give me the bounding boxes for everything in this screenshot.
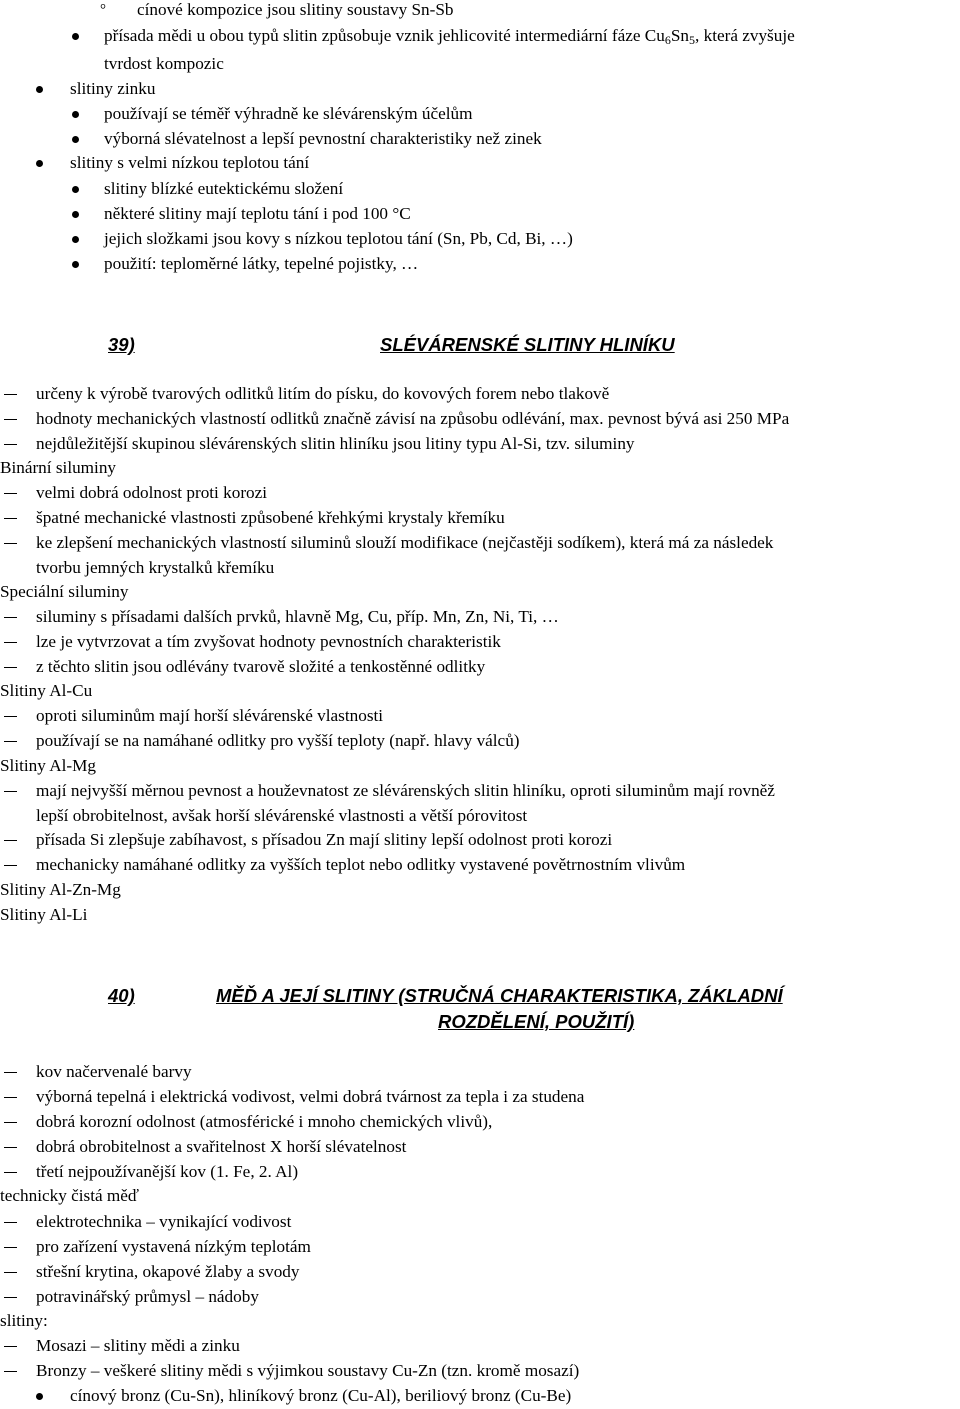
dash-bullet-icon bbox=[4, 642, 17, 643]
list-item: Bronzy – veškeré slitiny mědi s výjimkou soustavy Cu-Zn (tzn. kromě mosazí) bbox=[36, 1361, 580, 1380]
subscript: 5 bbox=[689, 33, 695, 47]
list-item: hodnoty mechanických vlastností odlitků značně závisí na způsobu odlévání, max. pevnost bývá asi 250 MPa bbox=[36, 409, 790, 428]
subheading: Binární siluminy bbox=[0, 458, 117, 477]
subheading: Slitiny Al-Mg bbox=[0, 756, 96, 775]
bullet-icon bbox=[72, 111, 79, 118]
circle-bullet-icon: ° bbox=[100, 2, 106, 18]
subscript: 6 bbox=[664, 33, 671, 47]
dash-bullet-icon bbox=[4, 667, 17, 668]
list-item: používají se na namáhané odlitky pro vyšší teploty (např. hlavy válců) bbox=[36, 731, 520, 750]
dash-bullet-icon bbox=[4, 1072, 17, 1073]
list-item-continuation: tvrdost kompozic bbox=[104, 54, 224, 73]
list-item: elektrotechnika – vynikající vodivost bbox=[36, 1212, 292, 1231]
list-item: velmi dobrá odolnost proti korozi bbox=[36, 483, 268, 502]
dash-bullet-icon bbox=[4, 493, 17, 494]
dash-bullet-icon bbox=[4, 840, 17, 841]
list-item bbox=[104, 24, 795, 53]
bullet-icon bbox=[72, 236, 79, 243]
list-item: siluminy s přísadami dalších prvků, hlavně Mg, Cu, příp. Mn, Zn, Ni, Ti, … bbox=[36, 607, 559, 626]
list-item: cínový bronz (Cu-Sn), hliníkový bronz (Cu-Al), beriliový bronz (Cu-Be) bbox=[70, 1386, 572, 1405]
dash-bullet-icon bbox=[4, 865, 17, 866]
bullet-icon bbox=[72, 136, 79, 143]
section-title: MĚĎ A JEJÍ SLITINY (STRUČNÁ CHARAKTERISTIKA, ZÁKLADNÍ bbox=[216, 985, 783, 1006]
list-item: přísada Si zlepšuje zabíhavost, s přísadou Zn mají slitiny lepší odolnost proti korozi bbox=[36, 830, 613, 849]
dash-bullet-icon bbox=[4, 1222, 17, 1223]
dash-bullet-icon bbox=[4, 419, 17, 420]
list-item: špatné mechanické vlastnosti způsobené křehkými krystaly křemíku bbox=[36, 508, 505, 527]
list-item: slitiny s velmi nízkou teplotou tání bbox=[70, 153, 310, 172]
bullet-icon bbox=[36, 160, 43, 167]
dash-bullet-icon bbox=[4, 1172, 17, 1173]
list-item: určeny k výrobě tvarových odlitků litím do písku, do kovových forem nebo tlakově bbox=[36, 384, 610, 403]
list-item: mají nejvyšší měrnou pevnost a houževnatost ze slévárenských slitin hliníku, oproti siluminům mají rovněž bbox=[36, 781, 775, 800]
list-item: mechanicky namáhané odlitky za vyšších teplot nebo odlitky vystavené povětrnostním vlivům bbox=[36, 855, 686, 874]
dash-bullet-icon bbox=[4, 1297, 17, 1298]
list-item: oproti siluminům mají horší slévárenské vlastnosti bbox=[36, 706, 384, 725]
list-item: nejdůležitější skupinou slévárenských slitin hliníku jsou litiny typu Al-Si, tzv. siluminy bbox=[36, 434, 635, 453]
dash-bullet-icon bbox=[4, 1272, 17, 1273]
list-item: slitiny blízké eutektickému složení bbox=[104, 179, 344, 198]
section-number: 40) bbox=[108, 985, 135, 1006]
list-item: jejich složkami jsou kovy s nízkou teplotou tání (Sn, Pb, Cd, Bi, …) bbox=[104, 229, 573, 248]
subheading: technicky čistá měď bbox=[0, 1186, 140, 1205]
list-item: pro zařízení vystavená nízkým teplotám bbox=[36, 1237, 311, 1256]
section-title-continuation: ROZDĚLENÍ, POUŽITÍ) bbox=[438, 1011, 635, 1032]
list-item: výborná slévatelnost a lepší pevnostní charakteristiky než zinek bbox=[104, 129, 542, 148]
list-item-text: přísada mědi u obou typů slitin způsobuje vznik jehlicovité intermediární fáze Cu bbox=[104, 26, 665, 45]
bullet-icon bbox=[72, 211, 79, 218]
list-item: používají se téměř výhradně ke slévárenským účelům bbox=[104, 104, 473, 123]
list-item: některé slitiny mají teplotu tání i pod 100 °C bbox=[104, 204, 411, 223]
list-item-continuation: tvorbu jemných krystalků křemíku bbox=[36, 558, 275, 577]
dash-bullet-icon bbox=[4, 791, 17, 792]
list-item: kov načervenalé barvy bbox=[36, 1062, 192, 1081]
list-item: třetí nejpoužívanější kov (1. Fe, 2. Al) bbox=[36, 1162, 299, 1181]
bullet-icon bbox=[36, 1393, 43, 1400]
dash-bullet-icon bbox=[4, 1346, 17, 1347]
dash-bullet-icon bbox=[4, 444, 17, 445]
list-item-text: , která zvyšuje bbox=[695, 26, 795, 45]
bullet-icon bbox=[36, 86, 43, 93]
dash-bullet-icon bbox=[4, 1122, 17, 1123]
list-item: střešní krytina, okapové žlaby a svody bbox=[36, 1262, 300, 1281]
section-title: SLÉVÁRENSKÉ SLITINY HLINÍKU bbox=[380, 334, 675, 355]
list-item: Mosazi – slitiny mědi a zinku bbox=[36, 1336, 240, 1355]
section-number: 39) bbox=[108, 334, 135, 355]
dash-bullet-icon bbox=[4, 1097, 17, 1098]
dash-bullet-icon bbox=[4, 716, 17, 717]
subheading: Slitiny Al-Li bbox=[0, 905, 88, 924]
list-item: z těchto slitin jsou odlévány tvarově složité a tenkostěnné odlitky bbox=[36, 657, 486, 676]
list-item: dobrá obrobitelnost a svařitelnost X horší slévatelnost bbox=[36, 1137, 407, 1156]
bullet-icon bbox=[72, 261, 79, 268]
list-item: lze je vytvrzovat a tím zvyšovat hodnoty pevnostních charakteristik bbox=[36, 632, 501, 651]
dash-bullet-icon bbox=[4, 741, 17, 742]
bullet-icon bbox=[72, 33, 79, 40]
dash-bullet-icon bbox=[4, 518, 17, 519]
list-item: použití: teploměrné látky, tepelné pojistky, … bbox=[104, 254, 419, 273]
list-item: potravinářský průmysl – nádoby bbox=[36, 1287, 259, 1306]
subheading: slitiny: bbox=[0, 1311, 48, 1330]
list-item: slitiny zinku bbox=[70, 79, 156, 98]
list-item: dobrá korozní odolnost (atmosférické i mnoho chemických vlivů), bbox=[36, 1112, 493, 1131]
subheading: Slitiny Al-Cu bbox=[0, 681, 93, 700]
list-item: výborná tepelná i elektrická vodivost, velmi dobrá tvárnost za tepla i za studena bbox=[36, 1087, 585, 1106]
dash-bullet-icon bbox=[4, 617, 17, 618]
dash-bullet-icon bbox=[4, 394, 17, 395]
list-item-text: Sn bbox=[670, 26, 689, 45]
list-item-continuation: lepší obrobitelnost, avšak horší slévárenské vlastnosti a větší pórovitost bbox=[36, 806, 528, 825]
dash-bullet-icon bbox=[4, 1147, 17, 1148]
dash-bullet-icon bbox=[4, 1247, 17, 1248]
subheading: Slitiny Al-Zn-Mg bbox=[0, 880, 121, 899]
dash-bullet-icon bbox=[4, 1371, 17, 1372]
bullet-icon bbox=[72, 186, 79, 193]
dash-bullet-icon bbox=[4, 543, 17, 544]
subheading: Speciální siluminy bbox=[0, 582, 129, 601]
list-item: cínové kompozice jsou slitiny soustavy Sn-Sb bbox=[137, 0, 454, 19]
list-item: ke zlepšení mechanických vlastností siluminů slouží modifikace (nejčastěji sodíkem), která má za následek bbox=[36, 533, 774, 552]
